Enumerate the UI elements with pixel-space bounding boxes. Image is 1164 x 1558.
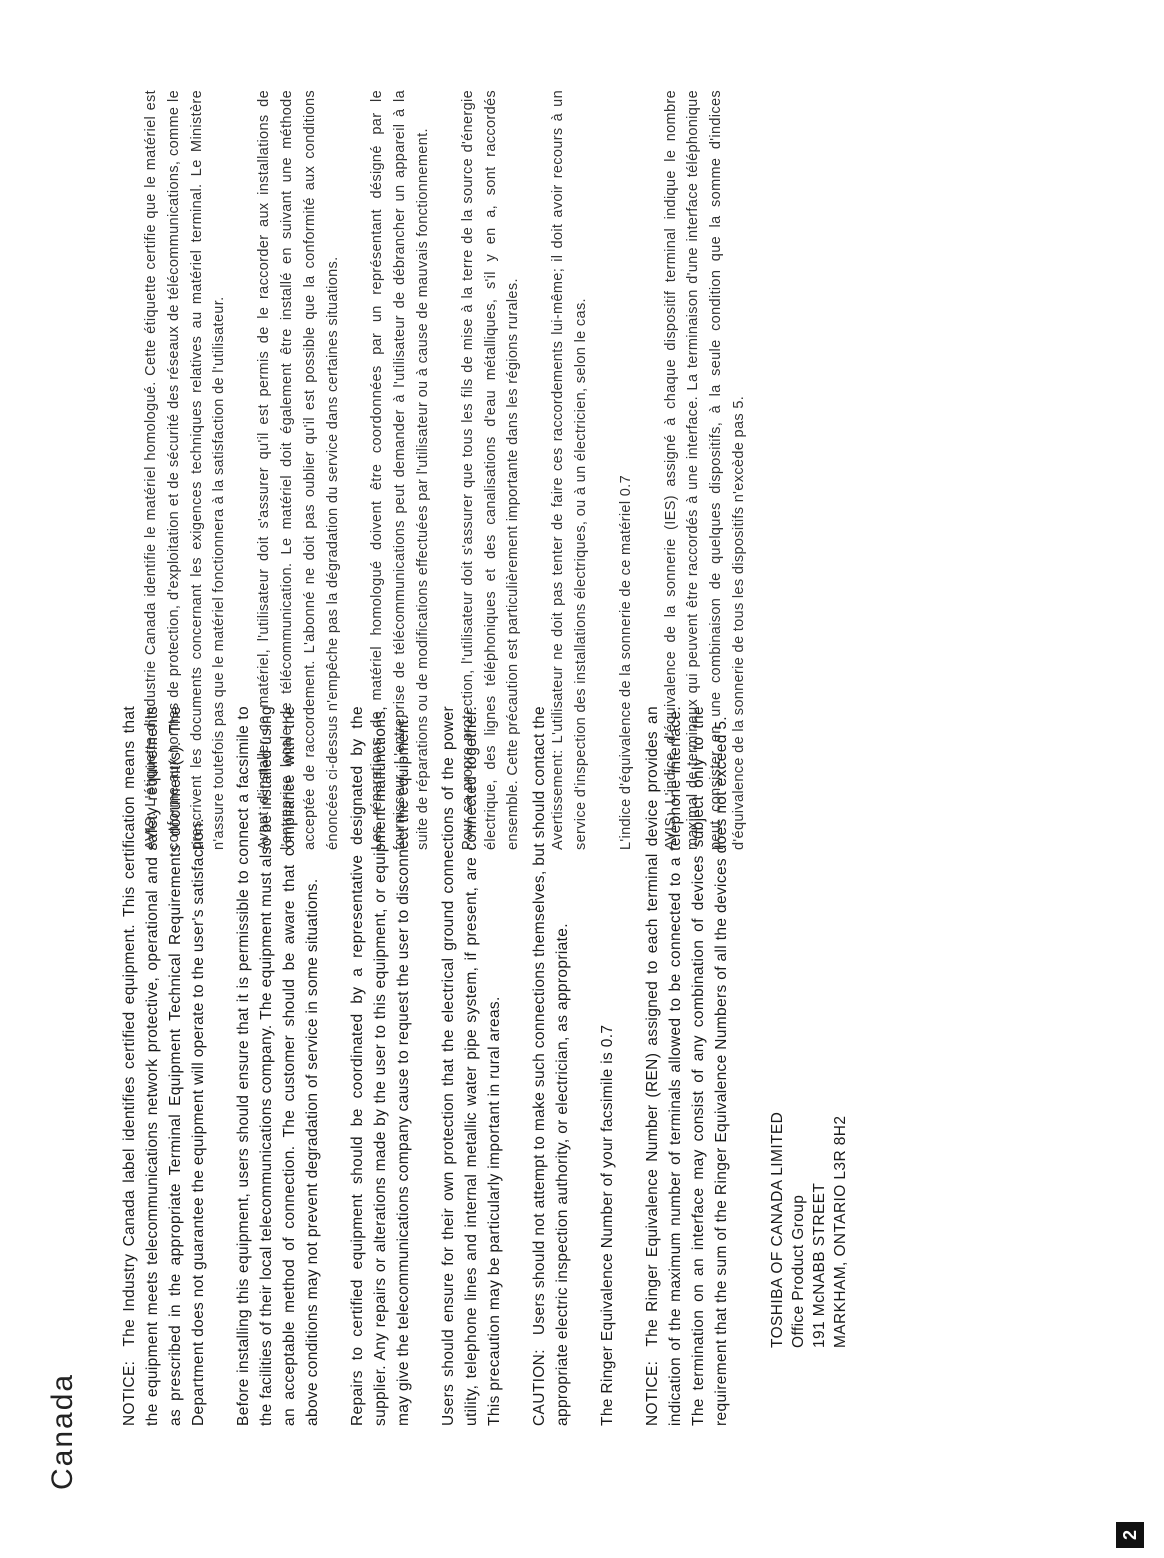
- company-city: MARKHAM, ONTARIO L3R 8H2: [832, 1115, 849, 1348]
- paragraph-text: The Industry Canada label identifies certified equipment. This certification means that the equipment meets telecommunications network protective, operational and safety requirements as prescribed in the appropriate Terminal Equipment Technical Requirements document(s). The Department does not guarantee the equipment will operate to the user's satisfaction.: [121, 706, 207, 1426]
- company-group: Office Product Group: [790, 1194, 807, 1348]
- paragraph-text: Users should ensure for their own protection that the electrical ground connections of the power utility, telephone lines and internal metallic water pipe system, if present, are connected together. This precaution may be particularly important in rural areas.: [440, 706, 503, 1426]
- paragraph-text: Repairs to certified equipment should be coordinated by a representative designated by the supplier. Any repairs or alterations made by the user to this equipment, or equipment malfunctions, may give the telecommunications company cause to request the user to disconnect the equipment.: [349, 706, 412, 1426]
- company-address: [767, 706, 851, 1426]
- company-name: TOSHIBA OF CANADA LIMITED: [769, 1111, 786, 1348]
- paragraph-lead: NOTICE:: [644, 1360, 661, 1426]
- french-paragraph: L'indice d'équivalence de la sonnerie de ce matériel 0.7: [617, 475, 634, 850]
- paragraph-text: Before installing this equipment, users should ensure that it is permissible to connect a facsimile to the facilities of their local telecommunications company. The equipment must also be installed using an acceptable method of connection. The customer should be aware that compliance with the above conditions may not prevent degradation of service in some situations.: [235, 706, 321, 1426]
- paragraph-text: Users should not attempt to make such connections themselves, but should contact the appropriate electric inspection authority, or electrician, as appropriate.: [531, 706, 571, 1426]
- french-paragraph: AVIS: L'étiquette d'Industrie Canada identifie le matériel homologué. Cette étiquette certifie que le matériel est conforme aux normes de protection, d'exploitation et de sécurité des réseaux de télécommunications, comme le prescrivent les documents concernant les exigences techniques relatives au matériel terminal. Le Ministère n'assure toutefois pas que le matériel fonctionnera à la satisfaction de l'utilisateur.: [143, 90, 228, 850]
- french-paragraph: Avertissement: L'utilisateur ne doit pas tenter de faire ces raccordements lui-même; il doit avoir recours à un service d'inspection des installations électriques, ou à un électricien, selon le cas.: [550, 90, 589, 850]
- page-number-badge: 2: [1116, 1522, 1144, 1548]
- french-paragraph: Avant d'installer ce matériel, l'utilisateur doit s'assurer qu'il est permis de le raccorder aux installations de l'entreprise locale de télécommunication. Le matériel doit également être installé en suivant une méthode acceptée de raccordement. L'abonné ne doit pas oublier qu'il est possible que la conformité aux conditions énoncées ci-dessus n'empêche pas la dégradation du service dans certaines situations.: [256, 90, 341, 850]
- french-paragraph: AVIS: L'indice d'équivalence de la sonnerie (IES) assigné à chaque dispositif terminal indique le nombre maximal de terminaux qui peuvent être raccordés à une interface. La terminaison d'une interface téléphonique peut consister en une combinaison de quelques dispositifs, à la seule condition que la somme d'indices d'équivalence de la sonnerie de tous les dispositifs n'excède pas 5.: [662, 90, 747, 850]
- paragraph-text: The Ringer Equivalence Number of your facsimile is 0.7: [599, 1024, 616, 1426]
- french-column: [140, 90, 773, 850]
- french-paragraph: Les réparations de matériel homologué doivent être coordonnées par un représentant désigné par le fournisseur. L'entreprise de télécommunications peut demander à l'utilisateur de débrancher un appareil à la suite de réparations ou de modifications effectuées par l'utilisateur ou à cause de mauvais fonctionnement.: [369, 90, 431, 850]
- company-street: 191 McNABB STREET: [811, 1182, 828, 1348]
- paragraph-text: The Ringer Equivalence Number (REN) assigned to each terminal device provides an indication of the maximum number of terminals allowed to be connected to a telephone interface. The termination on an interface may consist of any combination of devices subject only to the requirement that the sum of the Ringer Equivalence Numbers of all the devices does not exceed 5.: [644, 706, 730, 1426]
- paragraph-lead: NOTICE:: [121, 1360, 138, 1426]
- page-heading: Canada: [46, 1372, 79, 1490]
- french-paragraph: Pour sa propre protection, l'utilisateur doit s'assurer que tous les fils de mise à la terre de la source d'énergie électrique, des lignes téléphoniques et des canalisations d'eau métalliques, s'il y en a, sont raccordés ensemble. Cette précaution est particulièrement importante dans les régions rurales.: [459, 90, 522, 850]
- paragraph-lead: CAUTION:: [531, 1349, 548, 1426]
